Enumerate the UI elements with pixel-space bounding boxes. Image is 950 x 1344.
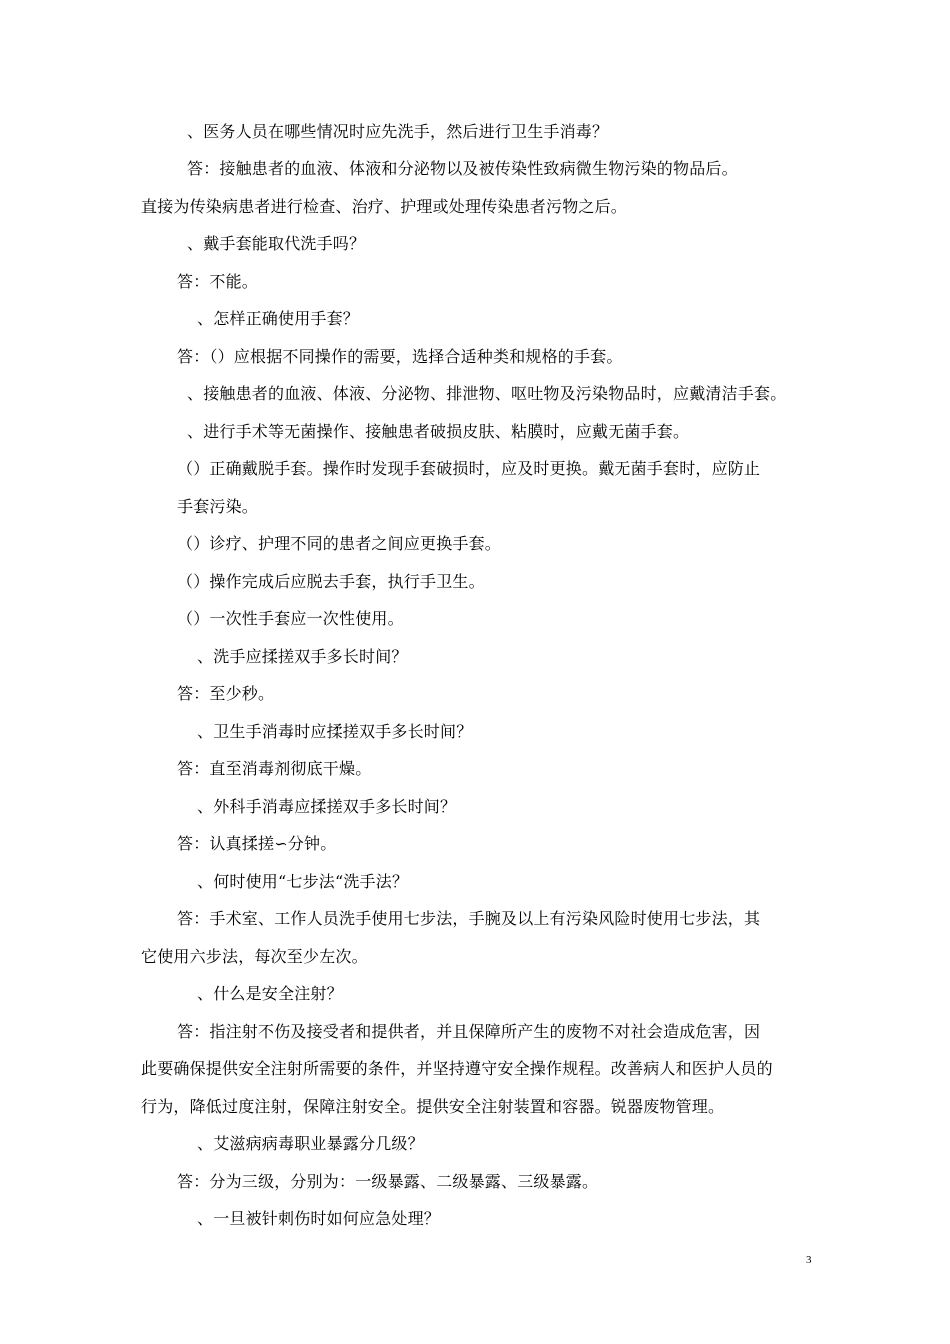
answer-safe-injection-cont-1: 此要确保提供安全注射所需要的条件，并坚持遵守安全操作规程。改善病人和医护人员的 [141, 1059, 773, 1078]
question-gloves-replace: 、戴手套能取代洗手吗？ [187, 234, 366, 253]
question-hygienic-disinfection-duration: 、卫生手消毒时应揉搓双手多长时间？ [197, 722, 473, 741]
answer-safe-injection-cont-2: 行为，降低过度注射，保障注射安全。提供安全注射装置和容器。锐器废物管理。 [141, 1097, 725, 1116]
answer-glove-use-2-cont: 手套污染。 [177, 497, 259, 516]
answer-hiv-exposure-levels: 答：分为三级，分别为：一级暴露、二级暴露、三级暴露。 [177, 1172, 599, 1191]
question-seven-step: 、何时使用“七步法“洗手法？ [197, 872, 409, 891]
question-surgical-disinfection-duration: 、外科手消毒应揉搓双手多长时间？ [197, 797, 457, 816]
answer-hand-disinfection-cont: 直接为传染病患者进行检查、治疗、护理或处理传染患者污物之后。 [141, 197, 628, 216]
answer-gloves-replace: 答：不能。 [177, 272, 259, 291]
answer-safe-injection: 答：指注射不伤及接受者和提供者，并且保障所产生的废物不对社会造成危害，因 [177, 1022, 761, 1041]
answer-seven-step: 答：手术室、工作人员洗手使用七步法，手腕及以上有污染风险时使用七步法，其 [177, 909, 761, 928]
question-hiv-exposure-levels: 、艾滋病病毒职业暴露分几级？ [197, 1134, 424, 1153]
answer-glove-use-clean: 、接触患者的血液、体液、分泌物、排泄物、呕吐物及污染物品时，应戴清洁手套。 [187, 384, 787, 403]
answer-seven-step-cont: 它使用六步法，每次至少左次。 [141, 947, 368, 966]
answer-glove-use-4: （）操作完成后应脱去手套，执行手卫生。 [177, 572, 485, 591]
answer-surgical-disinfection-duration: 答：认真揉搓∽分钟。 [177, 834, 337, 853]
answer-glove-use-3: （）诊疗、护理不同的患者之间应更换手套。 [177, 534, 502, 553]
question-glove-use: 、怎样正确使用手套？ [197, 309, 360, 328]
answer-wash-duration: 答：至少秒。 [177, 684, 275, 703]
answer-glove-use-5: （）一次性手套应一次性使用。 [177, 609, 404, 628]
answer-glove-use-2: （）正确戴脱手套。操作时发现手套破损时，应及时更换。戴无菌手套时，应防止 [177, 459, 761, 478]
question-needlestick-response: 、一旦被针刺伤时如何应急处理？ [197, 1209, 441, 1228]
question-hand-disinfection: 、医务人员在哪些情况时应先洗手，然后进行卫生手消毒？ [187, 122, 609, 141]
page-number: 3 [806, 1254, 812, 1266]
question-safe-injection: 、什么是安全注射？ [197, 984, 343, 1003]
answer-hand-disinfection: 答：接触患者的血液、体液和分泌物以及被传染性致病微生物污染的物品后。 [187, 159, 738, 178]
answer-glove-use-1: 答：（）应根据不同操作的需要，选择合适种类和规格的手套。 [177, 347, 623, 366]
question-wash-duration: 、洗手应揉搓双手多长时间？ [197, 647, 408, 666]
answer-glove-use-sterile: 、进行手术等无菌操作、接触患者破损皮肤、粘膜时，应戴无菌手套。 [187, 422, 690, 441]
answer-hygienic-disinfection-duration: 答：直至消毒剂彻底干燥。 [177, 759, 372, 778]
